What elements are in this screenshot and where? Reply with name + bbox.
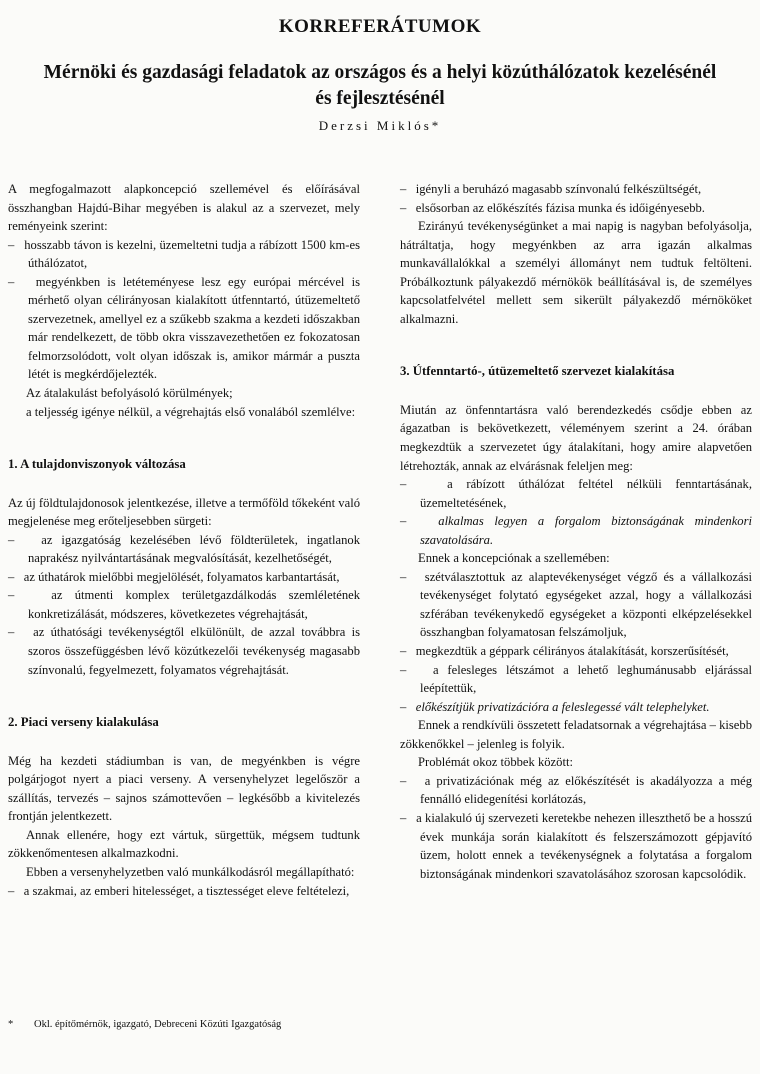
paragraph: A megfogalmazott alapkoncepció szellemével és előírásával összhangban Hajdú-Bihar megyében is alakul az a szervezet, mely reményeink szerint: [8, 182, 360, 234]
list-item: – előkészítjük privatizációra a feleslegessé vált telephelyket. [400, 699, 710, 714]
footnote-marker: * [8, 1019, 14, 1030]
list-item: – a privatizációnak még az előkészítését is akadályozza a még fennálló elidegenítési korlátozás, [400, 773, 753, 807]
paragraph: Ebben a versenyhelyzetben való munkálkodásról megállapítható: [26, 864, 355, 879]
list-item: – igényli a beruházó magasabb színvonalú felkészültségét, [400, 182, 702, 196]
section-heading: 2. Piaci verseny kialakulása [8, 715, 159, 730]
list-item: – az úthatárok mielőbbi megjelölését, folyamatos karbantartását, [8, 569, 340, 584]
author: Derzsi Miklós* [318, 118, 442, 133]
paragraph: Az átalakulást befolyásoló körülmények; [26, 386, 233, 401]
list-item: – az útmenti komplex területgazdálkodás szemléletének konkretizálását, módszeres, következetes végrehajtását, [8, 588, 361, 621]
section-heading: 3. Útfenntartó-, útüzemeltető szervezet kialakítása [400, 364, 675, 379]
list-item: – a rábízott úthálózat feltétel nélküli fenntartásának, üzemeltetésének, [400, 477, 752, 510]
list-item: – a kialakuló új szervezeti keretekbe nehezen illeszthető be a hosszú évek munkája során kialakított és felszerszámozott gépjavító üzem, holott ennek a tevékenységnek a folytatása a forgalom biztonságának mindenkori szavatolásához szorosan kapcsolódik. [400, 810, 752, 881]
section-label: KORREFERÁTUMOK [278, 16, 482, 37]
paragraph: Ennek a koncepciónak a szellemében: [418, 551, 610, 566]
left-column [8, 180, 360, 900]
footnote [8, 1019, 408, 1030]
list-item: – megkezdtük a géppark célirányos átalakítását, korszerűsítését, [400, 644, 729, 659]
list-item: – megyénkben is letéteményese lesz egy európai mércével is mérhető olyan célirányosan kialakított útfenntartó, útüzemeltető szervezetnek, amellyel ez a szűkebb szakma a kezdeti időszakban már rendelkezett, de több okra visszavezethetően ez fokozatosan felmorzsolódott, volt olyan időszak is, amikor mármár a puszta létét is megkérdőjelezték. [8, 274, 360, 382]
list-item: – a szakmai, az emberi hitelességet, a tisztességet eleve feltételezi, [8, 883, 350, 898]
paragraph: Ezirányú tevékenységünket a mai napig is nagyban befolyásolja, hátráltatja, hogy megyénkben az arra igazán alkalmas munkavállalókkal a személyi állományt nem tudtuk feltölteni. Próbálkoztunk pályakezdő mérnökök beállításával is, de személyes kapcsolatfelvétel mellett sem sikerült pályakezdő mérnököket alkalmazni. [400, 219, 752, 326]
paragraph: Annak ellenére, hogy ezt vártuk, sürgettük, mégsem tudtunk zökkenőmentesen alkalmazkodni. [8, 827, 360, 861]
list-item: – alkalmas legyen a forgalom biztonságának mindenkori szavatolására. [400, 514, 752, 547]
list-item: – az úthatósági tevékenységtől elkülönült, de azzal továbbra is szoros összefüggésben lévő közútkezelői tevékenység magasabb színvonalú, fegyelmezett, folyamatos végrehajtását. [8, 625, 360, 677]
article-title: Mérnöki és gazdasági feladatok az országos és a helyi közúthálózatok kezelésénél és fejlesztésénél [43, 62, 717, 109]
list-item: – a felesleges létszámot a lehető leghumánusabb eljárással leépítettük, [400, 662, 752, 696]
paragraph: Problémát okoz többek között: [418, 755, 573, 770]
list-item: – hosszabb távon is kezelni, üzemeltetni tudja a rábízott 1500 km-es úthálózatot, [8, 237, 360, 271]
section-heading: 1. A tulajdonviszonyok változása [8, 457, 186, 472]
footnote-text: Okl. építőmérnök, igazgató, Debreceni Közúti Igazgatóság [34, 1019, 282, 1030]
paragraph: Ennek a rendkívüli összetett feladatsornak a végrehajtása – kisebb zökkenőkkel – jelenleg is folyik. [400, 718, 752, 751]
paragraph: Még ha kezdeti stádiumban is van, de megyénkben is végre polgárjogot nyert a piaci verseny. A versenyhelyzet legelőször a szállítás, tervezés – sajnos számottevően – legkésőbb a kivitelezés frontján jelentkezett. [8, 753, 360, 824]
paragraph: Miután az önfenntartásra való berendezkedés csődje ebben az ágazatban is bekövetkezett, véleményem szerint a 24. órában megkezdtük a szervezetet úgy átalakítani, hogy amire alapvetően létrehozták, annak az elvárásnak feleljen meg: [400, 402, 752, 473]
right-column [400, 180, 752, 883]
list-item: – szétválasztottuk az alaptevékenységet végző és a vállalkozási tevékenységet folytató egységeket azzal, hogy a vállalkozási szférában tevékenykedő egységeket a központi elképzelésekkel összhangban folyamatosan felszámoljuk, [400, 569, 752, 640]
paragraph: Az új földtulajdonosok jelentkezése, illetve a termőföld tőkeként való megjelenése meg erőteljesebben sürgeti: [8, 495, 360, 529]
paragraph: a teljesség igénye nélkül, a végrehajtás első vonalából szemlélve: [26, 404, 356, 419]
list-item: – az igazgatóság kezelésében lévő földterületek, ingatlanok naprakész nyilvántartásának megvalósítását, kezelhetőségét, [8, 532, 360, 566]
list-item: – elsősorban az előkészítés fázisa munka és időigényesebb. [400, 200, 705, 215]
